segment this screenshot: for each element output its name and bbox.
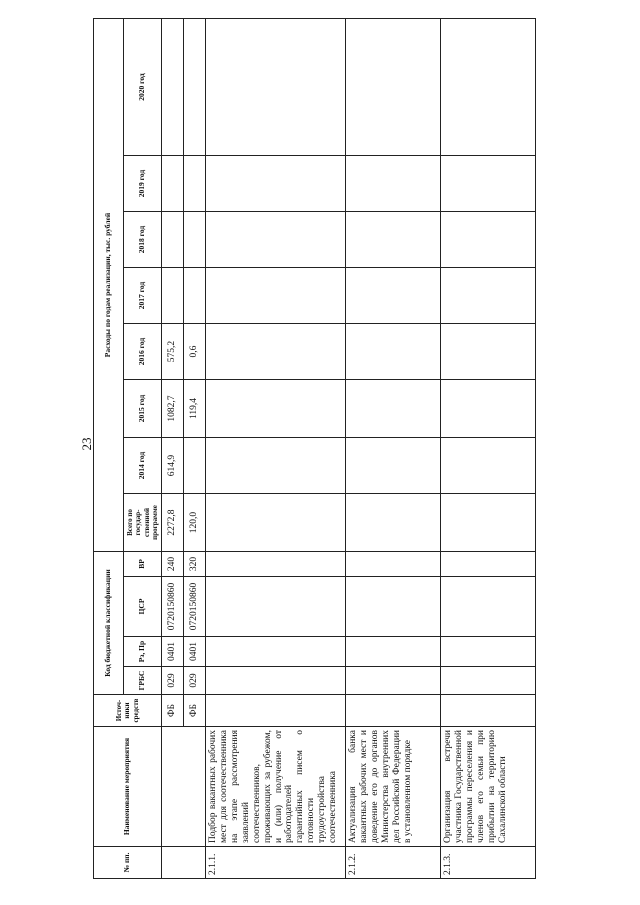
cell-2020 xyxy=(184,18,206,155)
expenses-table xyxy=(93,18,536,879)
header-num: № пп. xyxy=(94,847,162,879)
cell-csr: 0720150860 xyxy=(184,577,206,637)
cell-2018 xyxy=(162,212,184,268)
cell-2020 xyxy=(162,18,184,155)
header-2020: 2020 год xyxy=(124,18,162,155)
item-num: 2.1.2. xyxy=(346,847,441,879)
cell-rzpr: 0401 xyxy=(184,637,206,667)
table-row xyxy=(441,18,536,878)
item-name: Организация встречи участника Государственной программы переселения и членов его семьи при прибытии на территорию Сахалинской области xyxy=(441,727,536,847)
cell-2016: 0,6 xyxy=(184,324,206,380)
cell-2016: 575,2 xyxy=(162,324,184,380)
cell-2017 xyxy=(184,268,206,324)
header-name: Наименование мероприятия xyxy=(94,727,162,847)
cell-rzpr: 0401 xyxy=(162,637,184,667)
cell-total: 2272,8 xyxy=(162,494,184,552)
header-rzpr: Рз, Пр xyxy=(124,637,162,667)
header-expenses-group: Расходы по годам реализации, тыс. рублей xyxy=(94,18,124,551)
item-name: Подбор вакантных рабочих мест для соотечественника на этапе рассмотрения заявлений соотечественников, проживающих за рубежом, и (или) получение от работодателей гарантийных писем о готовности трудоустройства соотечественника xyxy=(206,727,346,847)
cell-vr: 320 xyxy=(184,552,206,577)
header-2019: 2019 год xyxy=(124,156,162,212)
cell-grbs: 029 xyxy=(162,667,184,695)
table-row xyxy=(346,18,441,878)
table-row xyxy=(162,18,184,878)
cell-2014 xyxy=(184,438,206,494)
cell-total: 120,0 xyxy=(184,494,206,552)
header-total: Всего по государ-ственной программе xyxy=(124,494,162,552)
item-name: Актуализация банка вакантных рабочих мест и доведение его до органов Министерства внутренних дел Российской Федерации в установленном порядке xyxy=(346,727,441,847)
cell-2014: 614,9 xyxy=(162,438,184,494)
header-2015: 2015 год xyxy=(124,380,162,438)
cell-vr: 240 xyxy=(162,552,184,577)
header-source: Источ-ники средств xyxy=(94,695,162,727)
item-num: 2.1.3. xyxy=(441,847,536,879)
cell-2015: 119,4 xyxy=(184,380,206,438)
header-grbs: ГРБС xyxy=(124,667,162,695)
item-num: 2.1.1. xyxy=(206,847,346,879)
table-row xyxy=(206,18,346,878)
header-2018: 2018 год xyxy=(124,212,162,268)
header-2014: 2014 год xyxy=(124,438,162,494)
cell-csr: 0720150860 xyxy=(162,577,184,637)
cell-2018 xyxy=(184,212,206,268)
cell-source: ФБ xyxy=(184,695,206,727)
cell-grbs: 029 xyxy=(184,667,206,695)
header-kbk-group: Код бюджетной классификации xyxy=(94,552,124,695)
page-number: 23 xyxy=(79,437,94,451)
header-2016: 2016 год xyxy=(124,324,162,380)
header-vr: ВР xyxy=(124,552,162,577)
cell-2019 xyxy=(184,156,206,212)
expenses-table-rotated xyxy=(93,19,533,879)
cell-2019 xyxy=(162,156,184,212)
cell-source: ФБ xyxy=(162,695,184,727)
cell-2015: 1082,7 xyxy=(162,380,184,438)
header-csr: ЦСР xyxy=(124,577,162,637)
header-2017: 2017 год xyxy=(124,268,162,324)
cell-2017 xyxy=(162,268,184,324)
